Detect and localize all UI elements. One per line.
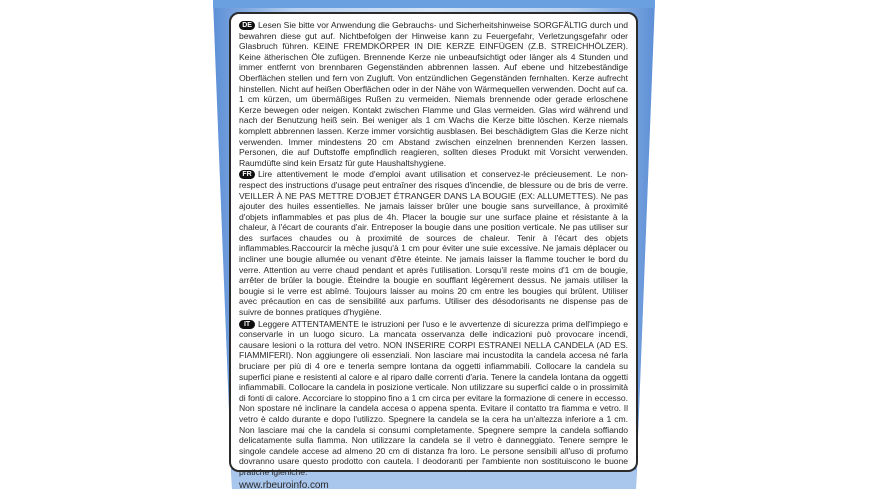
section-it	[239, 319, 628, 478]
jar-rim	[213, 0, 655, 8]
label-text-area	[231, 14, 636, 496]
section-de	[239, 20, 628, 168]
language-badge-de: DE	[239, 21, 255, 30]
label-panel	[229, 12, 638, 491]
instructions-de: Lesen Sie bitte vor Anwendung die Gebrauchs- und Sicherheitshinweise SORGFÄLTIG durch und bewahren diese gut auf. Nichtbefolgen der Hinweise kann zu Feuergefahr, Verletzungsgefahr oder Glasbruch führen. KEINE FREMDKÖRPER IN DIE KERZE EINFÜGEN (Z.B. STREICHHÖLZER). Keine ätherischen Öle zufügen. Brennende Kerze nie unbeaufsichtigt oder länger als 4 Stunden und immer entfernt von brennbaren Gegenständen abbrennen lassen. Auf ebene und hitzebeständige Oberflächen stellen und fern von Zugluft. Von entzündlichen Gegenständen fernhalten. Kerze aufrecht hinstellen. Nicht auf heißen Oberflächen oder in der Nähe von Wärmequellen verwenden. Docht auf ca. 1 cm kürzen, um übermäßiges Rußen zu vermeiden. Niemals brennende oder gerade erloschene Kerze bewegen oder neigen. Kontakt zwischen Flamme und Glas vermeiden. Glas wird während und nach der Benutzung heiß sein. Bei weniger als 1 cm Wachs die Kerze bitte löschen. Kerze niemals komplett abbrennen lassen. Kerze immer vorsichtig ausblasen. Bei beschädigtem Glas die Kerze nicht verwenden. Immer mindestens 20 cm Abstand zwischen einzelnen brennenden Kerzen lassen. Personen, die auf Duftstoffe empfindlich reagieren, sollten dieses Produkt mit Vorsicht verwenden. Raumdüfte sind kein Ersatz für gute Haushaltshygiene.	[239, 20, 628, 168]
language-badge-it: IT	[239, 320, 255, 329]
instructions-it: Leggere ATTENTAMENTE le istruzioni per l'uso e le avvertenze di sicurezza prima dell'impiego e conservarle in un luogo sicuro. La mancata osservanza delle indicazioni può provocare incendi, causare lesioni o la rottura del vetro. NON INSERIRE CORPI ESTRANEI NELLA CANDELA (AD ES. FIAMMIFERI). Non aggiungere oli essenziali. Non lasciare mai incustodita la candela accesa né farla bruciare per più di 4 ore e tenerla sempre lontana da oggetti infiammabili. Collocare la candela su superfici piane e resistenti al calore e al riparo dalle correnti d'aria. Tenere la candela lontana da oggetti infiammabili. Collocare la candela in posizione verticale. Non utilizzare su superfici calde o in prossimità di fonti di calore. Accorciare lo stoppino fino a 1 cm circa per evitare la formazione di cenere in eccesso. Non spostare né inclinare la candela accesa o appena spenta. Evitare il contatto tra fiamma e vetro. Il vetro è caldo durante e dopo l'utilizzo. Spegnere la candela se la cera ha un'altezza inferiore a 1 cm. Non lasciare mai che la candela si consumi completamente. Spegnere sempre la candela soffiando delicatamente sulla fiamma. Non utilizzare la candela se il vetro è danneggiato. Tenere sempre le singole candele accese ad almeno 20 cm di distanza fra loro. Le persone sensibili all'uso di profumo dovranno usare questo prodotto con cautela. I deodoranti per l'ambiente non sostituiscono le buone pratiche igieniche.	[239, 318, 628, 477]
language-badge-fr: FR	[239, 170, 255, 179]
section-fr	[239, 169, 628, 317]
website-url: www.rbeuroinfo.com	[239, 479, 329, 491]
instructions-fr: Lire attentivement le mode d'emploi avant utilisation et conservez-le précieusement. Le non-respect des instructions d'usage peut entraîner des risques d'incendie, de blessure ou de bris de verre. VEILLER À NE PAS METTRE D'OBJET ÉTRANGER DANS LA BOUGIE (EX: ALLUMETTES). Ne pas ajouter des huiles essentielles. Ne jamais laisser brûler une bougie sans surveillance, à proximité d'objets inflammables et pas plus de 4h. Placer la bougie sur une surface plaine et résistante à la chaleur, à l'écart de courants d'air. Entreposer la bougie dans une position verticale. Ne pas utiliser sur des surfaces chaudes ou à proximité de sources de chaleur. Tenir à l'écart des objets inflammables.Raccourcir la mèche jusqu'à 1 cm pour éviter une suie excessive. Ne jamais déplacer ou incliner une bougie allumée ou venant d'être éteinte. Ne jamais laisser la flamme toucher le bord du verre. Attention au verre chaud pendant et après l'utilisation. Lorsqu'il reste moins d'1 cm de bougie, arrêter de brûler la bougie. Éteindre la bougie en soufflant légèrement dessus. Ne jamais utiliser la bougie si le verre est abîmé. Toujours laisser au moins 20 cm entre les bougies qui brûlent. Utiliser avec précaution en cas de sensibilité aux parfums. Utiliser des désodorisants ne dispense pas de suivre de bonnes pratiques d'hygiène.	[239, 169, 628, 318]
